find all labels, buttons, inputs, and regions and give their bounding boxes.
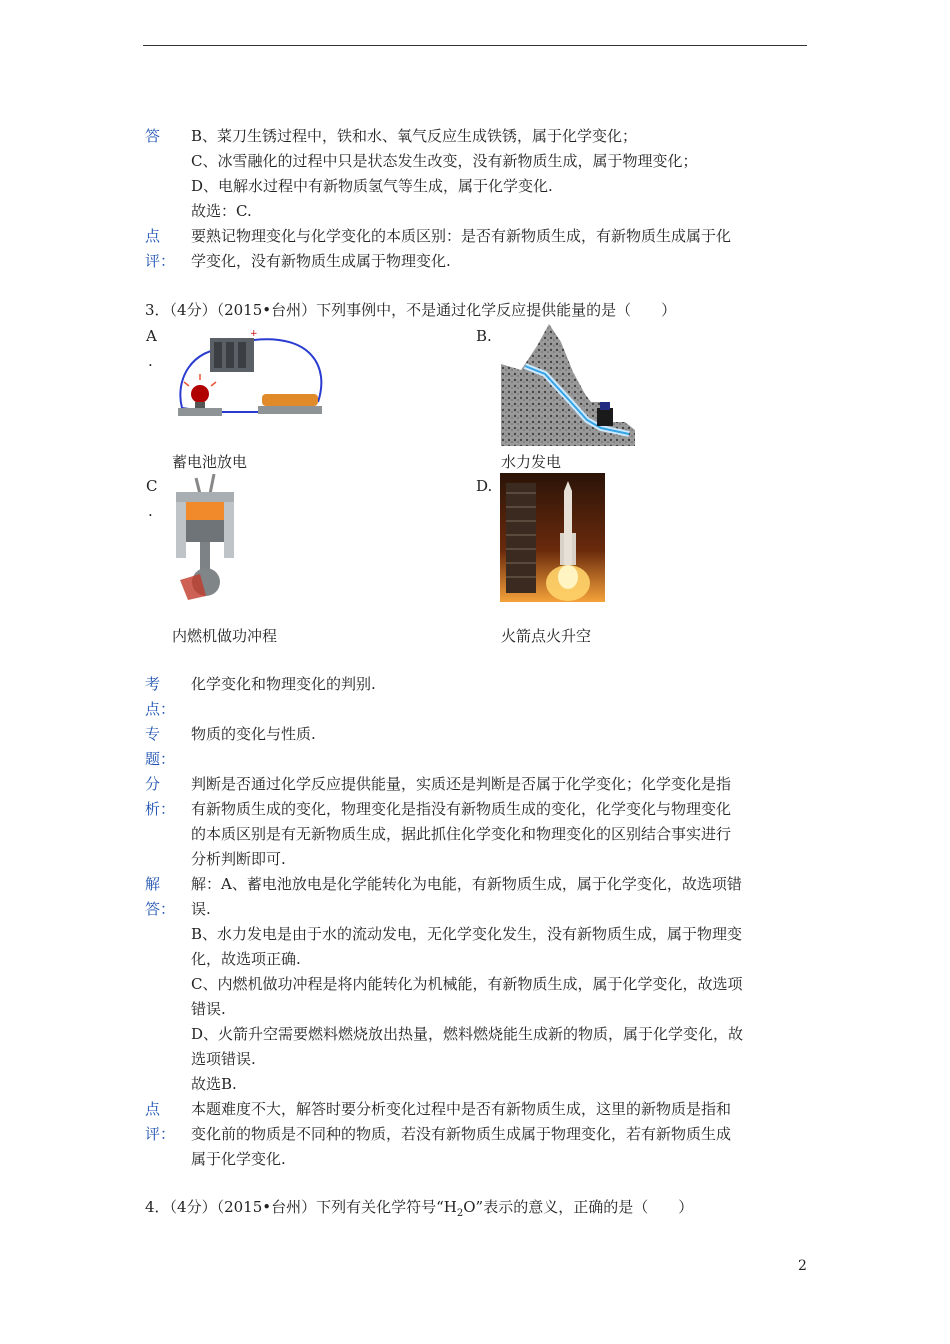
- text-line: 本题难度不大，解答时要分析变化过程中是否有新物质生成，这里的新物质是指和: [191, 1100, 732, 1118]
- prev-answer-section: [145, 124, 810, 274]
- label-char: 点: [145, 227, 161, 245]
- option-dot: .: [148, 352, 153, 370]
- text-line: 错误.: [191, 1000, 226, 1018]
- text-line: D、火箭升空需要燃料燃烧放出热量，燃料燃烧能生成新的物质，属于化学变化，故: [191, 1025, 744, 1043]
- engine-image: [170, 474, 240, 604]
- label-char: 点：: [145, 700, 176, 718]
- page-number: 2: [798, 1258, 807, 1274]
- section-label: [145, 1097, 176, 1147]
- label-char: 评：: [145, 1125, 176, 1143]
- question-4-stem: [145, 1195, 693, 1226]
- rocket-image: [500, 473, 605, 602]
- label-char: 点: [145, 1100, 161, 1118]
- text-line: 要熟记物理变化与化学变化的本质区别：是否有新物质生成，有新物质生成属于化: [191, 227, 732, 245]
- label-char: 题：: [145, 750, 176, 768]
- option-d-letter: D.: [476, 477, 493, 495]
- text-line: B、菜刀生锈过程中，铁和水、氧气反应生成铁锈，属于化学变化；: [191, 127, 638, 145]
- label-char: 析：: [145, 800, 176, 818]
- text-line: C、内燃机做功冲程是将内能转化为机械能，有新物质生成，属于化学变化，故选项: [191, 975, 743, 993]
- option-dot: .: [148, 502, 153, 520]
- label-char: 评：: [145, 252, 176, 270]
- option-c-caption: 内燃机做功冲程: [172, 627, 278, 645]
- text-line: C、冰雪融化的过程中只是状态发生改变，没有新物质生成，属于物理变化；: [191, 152, 698, 170]
- text-line: 化，故选项正确.: [191, 950, 301, 968]
- answer-row: [145, 124, 810, 224]
- text-line: 误.: [191, 900, 211, 918]
- text-line: 学变化，没有新物质生成属于物理变化.: [191, 252, 451, 270]
- zhuanti-row: [145, 722, 810, 772]
- label-char: 分: [145, 775, 161, 793]
- option-b-letter: B.: [476, 327, 492, 345]
- label-char: 考: [145, 675, 161, 693]
- battery-circuit-image: [170, 326, 330, 422]
- text-line: 有新物质生成的变化，物理变化是指没有新物质生成的变化，化学变化与物理变化: [191, 800, 732, 818]
- text-line: 故选：C.: [191, 202, 252, 220]
- text-line: 判断是否通过化学反应提供能量，实质还是判断是否属于化学变化；化学变化是指: [191, 775, 732, 793]
- text-line: 物质的变化与性质.: [191, 725, 316, 743]
- question-3-stem: 3．（4分）（2015•台州）下列事例中，不是通过化学反应提供能量的是（ ）: [145, 301, 677, 319]
- svg-text:+: +: [250, 329, 258, 339]
- q4-stem-part: O”表示的意义，正确的是（ ）: [463, 1198, 694, 1216]
- q4-stem-part: 4．（4分）（2015•台州）下列有关化学符号“H: [145, 1198, 457, 1216]
- text-line: 属于化学变化.: [191, 1150, 286, 1168]
- text-line: 故选B.: [191, 1075, 237, 1093]
- text-line: 分析判断即可.: [191, 850, 286, 868]
- text-line: D、电解水过程中有新物质氢气等生成，属于化学变化.: [191, 177, 553, 195]
- section-label: [145, 872, 176, 922]
- section-label: 答: [145, 127, 161, 145]
- text-line: 变化前的物质是不同种的物质，若没有新物质生成属于物理变化，若有新物质生成: [191, 1125, 732, 1143]
- label-char: 专: [145, 725, 161, 743]
- text-line: 选项错误.: [191, 1050, 256, 1068]
- q4-subscript: 2: [456, 1208, 464, 1219]
- text-line: 化学变化和物理变化的判别.: [191, 675, 376, 693]
- fenxi-row: [145, 772, 810, 872]
- text-line: 解：A、蓄电池放电是化学能转化为电能，有新物质生成，属于化学变化，故选项错: [191, 875, 742, 893]
- q3-analysis: [145, 672, 810, 1172]
- comment-row: [145, 224, 810, 274]
- kaodian-row: [145, 672, 810, 722]
- option-c-letter: C: [146, 477, 158, 495]
- section-label: [145, 722, 176, 772]
- option-b-caption: 水力发电: [501, 453, 562, 471]
- section-label: [145, 224, 176, 274]
- jieda-row: [145, 872, 810, 1097]
- header-rule: [143, 45, 807, 46]
- text-line: 的本质区别是有无新物质生成，据此抓住化学变化和物理变化的区别结合事实进行: [191, 825, 732, 843]
- section-label: [145, 772, 176, 822]
- label-char: 解: [145, 875, 161, 893]
- option-a-letter: A: [146, 327, 157, 345]
- dianping-row: [145, 1097, 810, 1172]
- option-a-caption: 蓄电池放电: [172, 453, 248, 471]
- section-label: [145, 672, 176, 722]
- label-char: 答：: [145, 900, 176, 918]
- hydropower-image: [501, 324, 635, 446]
- option-d-caption: 火箭点火升空: [501, 627, 592, 645]
- text-line: B、水力发电是由于水的流动发电，无化学变化发生，没有新物质生成，属于物理变: [191, 925, 743, 943]
